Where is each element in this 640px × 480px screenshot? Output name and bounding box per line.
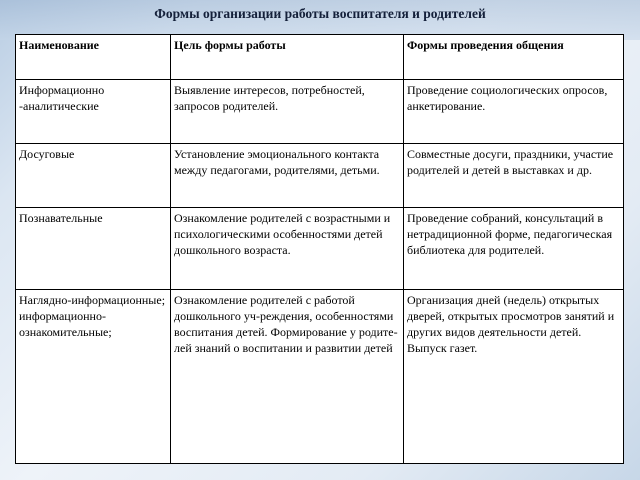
header-goal: Цель формы работы bbox=[171, 35, 404, 80]
cell-forms: Организация дней (недель) открытых дверей, открытых просмотров занятий и других видов деятельности детей. Выпуск газет. bbox=[404, 290, 624, 464]
cell-name: Познавательные bbox=[16, 208, 171, 290]
cell-goal: Ознакомление родителей с возрастными и психологическими особенностями детей дошкольного возраста. bbox=[171, 208, 404, 290]
forms-table bbox=[15, 34, 624, 464]
cell-goal: Установление эмоционального контакта между педагогами, родителями, детьми. bbox=[171, 144, 404, 208]
table-row bbox=[16, 290, 624, 464]
cell-name: Досуговые bbox=[16, 144, 171, 208]
table-row bbox=[16, 144, 624, 208]
table-row bbox=[16, 80, 624, 144]
cell-forms: Совместные досуги, праздники, участие родителей и детей в выставках и др. bbox=[404, 144, 624, 208]
header-name: Наименование bbox=[16, 35, 171, 80]
cell-name: Наглядно-информационные; информационно-ознакомительные; bbox=[16, 290, 171, 464]
cell-goal: Выявление интересов, потребностей, запросов родителей. bbox=[171, 80, 404, 144]
table-row bbox=[16, 208, 624, 290]
header-forms: Формы проведения общения bbox=[404, 35, 624, 80]
cell-forms: Проведение собраний, консультаций в нетрадиционной форме, педагогическая библиотека для родителей. bbox=[404, 208, 624, 290]
cell-goal: Ознакомление родителей с работой дошкольного уч-реждения, особенностями воспитания детей. Формирование у родите-лей знаний о воспитании и развитии детей bbox=[171, 290, 404, 464]
table-header-row bbox=[16, 35, 624, 80]
cell-name: Информационно -аналитические bbox=[16, 80, 171, 144]
page-title: Формы организации работы воспитателя и родителей bbox=[154, 6, 486, 21]
cell-forms: Проведение социологических опросов, анкетирование. bbox=[404, 80, 624, 144]
